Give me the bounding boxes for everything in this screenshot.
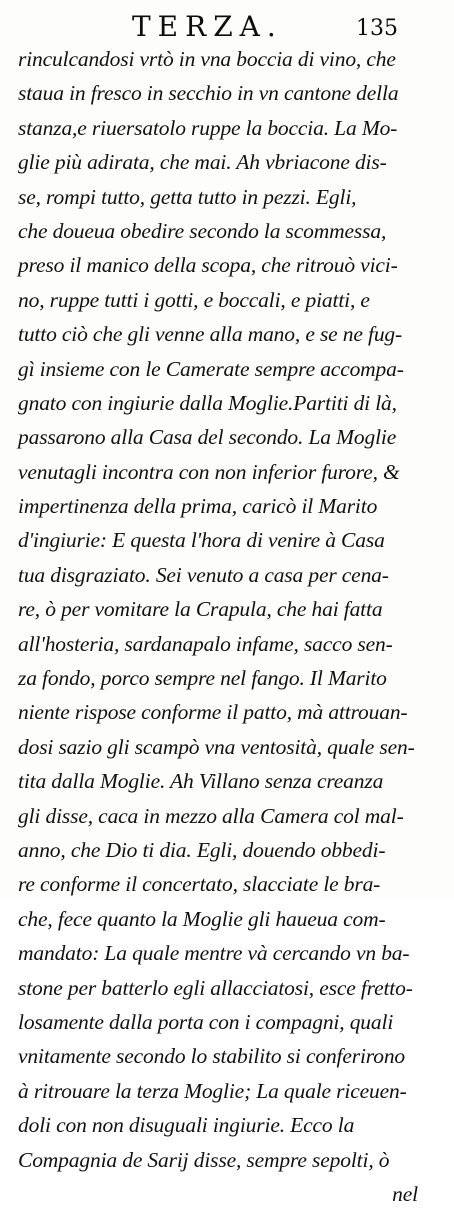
text-line: losamente dalla porta con i compagni, quali — [18, 1009, 394, 1034]
text-line: re conforme il concertato, slacciate le bra- — [18, 872, 381, 897]
text-line: che, fece quanto la Moglie gli haueua com- — [18, 906, 386, 931]
text-line: gnato con ingiurie dalla Moglie.Partiti di là, — [18, 390, 397, 415]
text-line: staua in fresco in secchio in vn cantone della — [18, 81, 399, 106]
text-line: no, ruppe tutti i gotti, e boccali, e piatti, e — [18, 287, 370, 312]
text-line: se, rompi tutto, getta tutto in pezzi. Egli, — [18, 184, 357, 209]
text-line: rinculcandosi vrtò in vna boccia di vino, che — [18, 47, 396, 71]
page-number: 135 — [356, 16, 398, 41]
text-line: passarono alla Casa del secondo. La Moglie — [18, 425, 397, 450]
text-line: d'ingiurie: E questa l'hora di venire à Casa — [18, 528, 385, 553]
text-line: gli disse, caca in mezzo alla Camera col mal- — [18, 803, 404, 828]
text-line: preso il manico della scopa, che ritrouò vici- — [18, 253, 398, 278]
text-line: impertinenza della prima, caricò il Marito — [18, 494, 378, 519]
text-line: za fondo, porco sempre nel fango. Il Marito — [18, 666, 387, 691]
text-line: vnitamente secondo lo stabilito si conferirono — [18, 1044, 406, 1069]
text-line: tita dalla Moglie. Ah Villano senza creanza — [18, 769, 384, 794]
text-line: glie più adirata, che mai. Ah vbriacone dis- — [18, 150, 387, 175]
text-line: gì insieme con le Camerate sempre accompa- — [18, 356, 404, 381]
body-text — [18, 42, 438, 1211]
text-line: re, ò per vomitare la Crapula, che hai fatta — [18, 597, 383, 622]
text-line: mandato: La quale mentre và cercando vn ba- — [18, 941, 410, 966]
text-line: stone per batterlo egli allacciatosi, esce fretto- — [18, 975, 413, 1000]
text-line: niente rispose conforme il patto, mà attrouan- — [18, 700, 408, 725]
text-line: tutto ciò che gli venne alla mano, e se ne fug- — [18, 322, 403, 347]
text-line: all'hosteria, sardanapalo infame, sacco sen- — [18, 631, 393, 656]
text-line: doli con non disuguali ingiurie. Ecco la — [18, 1113, 355, 1138]
text-line: dosi sazio gli scampò vna ventosità, quale sen- — [18, 734, 415, 759]
text-line: tua disgraziato. Sei venuto a casa per cena- — [18, 562, 389, 587]
text-line: stanza,e riuersatolo ruppe la boccia. La Mo- — [18, 115, 398, 140]
catchword: nel — [392, 1181, 418, 1206]
page-header — [0, 8, 454, 42]
text-line: à ritrouare la terza Moglie; La quale riceuen- — [18, 1078, 407, 1103]
text-line: che doueua obedire secondo la scommessa, — [18, 218, 387, 243]
text-line: anno, che Dio ti dia. Egli, douendo obbedi- — [18, 837, 386, 862]
running-title: TERZA. — [132, 10, 283, 43]
text-line: Compagnia de Sarij disse, sempre sepolti, ò — [18, 1147, 390, 1172]
text-line: venutagli incontra con non inferior furore, & — [18, 459, 400, 484]
